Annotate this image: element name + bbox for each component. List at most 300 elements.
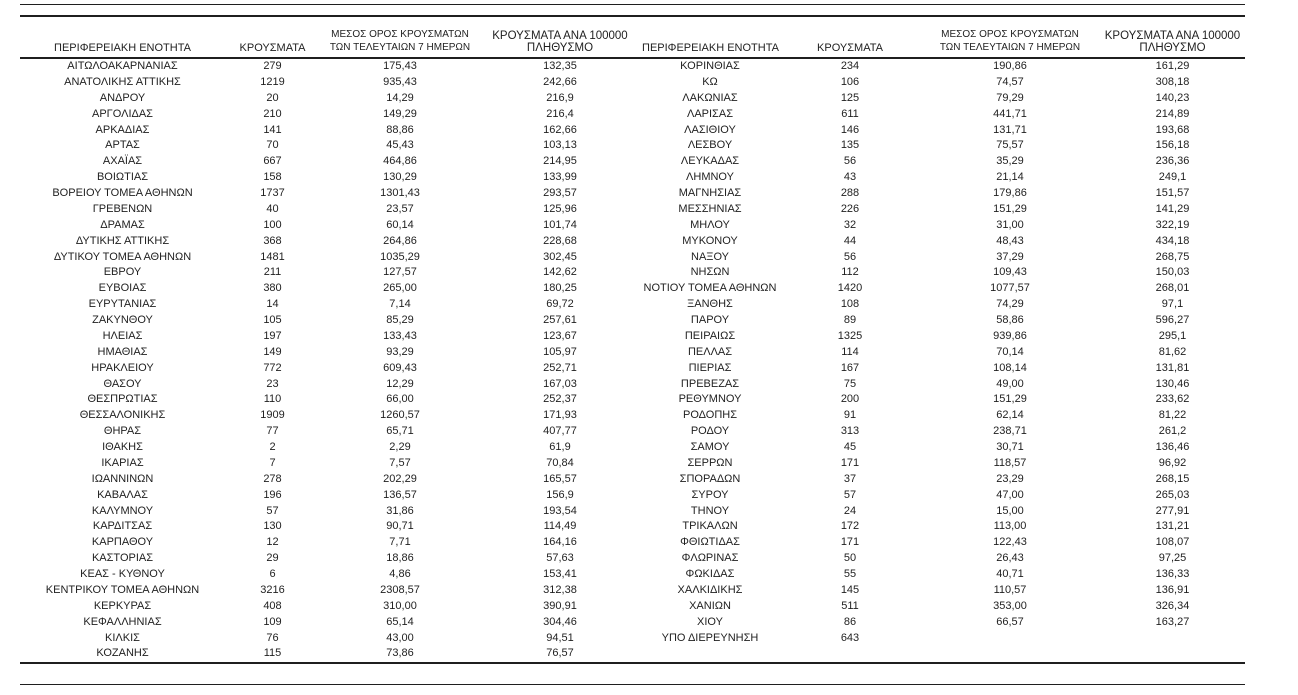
avg7-cell-right: 75,57 [996, 139, 1024, 152]
table-row [20, 297, 1245, 313]
region-cell-right: ΡΟΔΟΠΗΣ [682, 409, 738, 422]
cases-cell-left: 1737 [260, 187, 285, 199]
avg7-cell-right: 40,71 [996, 568, 1024, 580]
per100k-cell-left: 156,9 [546, 488, 574, 501]
region-cell-right: ΛΗΜΝΟΥ [686, 171, 734, 184]
cases-cell-right: 32 [843, 218, 857, 231]
region-cell-right: ΧΑΛΚΙΔΙΚΗΣ [677, 583, 743, 596]
region-cell-right: ΞΑΝΘΗΣ [687, 298, 733, 311]
per100k-header-line1: ΚΡΟΥΣΜΑΤΑ ΑΝΑ 100000 [492, 30, 628, 42]
region-cell-right: ΚΩ [702, 75, 718, 88]
per100k-cell-left: 101,74 [543, 218, 577, 231]
table-row [20, 138, 1245, 154]
avg7-cell-left: 2,29 [389, 441, 411, 453]
region-cell-left: ΑΝΔΡΟΥ [99, 91, 146, 104]
cases-cell-right: 44 [843, 234, 857, 247]
region-cell-left: ΑΡΤΑΣ [105, 139, 140, 152]
table-row [20, 631, 1245, 647]
table-row [20, 440, 1245, 456]
per100k-cell-right: 156,18 [1155, 139, 1190, 152]
table-row [20, 535, 1245, 551]
avg7-cell-right: 353,00 [993, 599, 1027, 612]
per100k-cell-left: 257,61 [543, 314, 577, 326]
per100k-cell-right: 295,1 [1158, 329, 1187, 342]
region-cell-right: ΡΕΘΥΜΝΟΥ [678, 393, 742, 406]
region-cell-left: ΙΚΑΡΙΑΣ [101, 456, 144, 469]
per100k-cell-right: 130,46 [1155, 377, 1190, 390]
column-header-per100k-right [1100, 28, 1245, 58]
avg7-cell-left: 88,86 [386, 123, 414, 136]
region-cell-right: ΣΥΡΟΥ [691, 488, 729, 501]
avg7-cell-left: 464,86 [383, 155, 417, 168]
cases-cell-right: 56 [843, 250, 857, 263]
per100k-cell-left: 390,91 [543, 599, 577, 612]
cases-cell-right: 511 [841, 599, 859, 612]
per100k-cell-right: 322,19 [1155, 218, 1190, 231]
avg7-cell-right: 109,43 [993, 266, 1027, 279]
per100k-cell-left: 61,9 [549, 441, 571, 453]
avg7-cell-left: 127,57 [383, 266, 417, 279]
per100k-cell-right: 161,29 [1155, 60, 1190, 72]
avg7-cell-left: 609,43 [383, 361, 417, 374]
avg7-cell-right: 74,57 [996, 75, 1024, 88]
bottom-rule-thin [20, 684, 1245, 685]
avg7-header-line2: ΤΩΝ ΤΕΛΕΥΤΑΙΩΝ 7 ΗΜΕΡΩΝ [939, 42, 1081, 53]
cases-cell-left: 105 [263, 314, 282, 326]
avg7-cell-right: 122,43 [993, 536, 1027, 549]
region-cell-left: ΑΧΑΪΑΣ [102, 155, 143, 168]
table-row [20, 345, 1245, 361]
region-cell-left: ΗΜΑΘΙΑΣ [97, 345, 148, 358]
region-cell-left: ΓΡΕΒΕΝΩΝ [92, 202, 153, 215]
per100k-cell-left: 125,96 [543, 202, 577, 215]
cases-cell-right: 106 [840, 75, 860, 88]
avg7-cell-right: 49,00 [996, 377, 1024, 390]
per100k-cell-right: 141,29 [1155, 202, 1190, 215]
avg7-cell-left: 7,14 [389, 298, 411, 311]
avg7-cell-right: 151,29 [993, 393, 1027, 406]
region-cell-right: ΧΙΟΥ [697, 615, 723, 628]
table-row [20, 377, 1245, 393]
per100k-cell-right: 136,33 [1155, 568, 1190, 580]
cases-cell-left: 2 [269, 441, 276, 453]
table-row [20, 392, 1245, 408]
table-header [20, 28, 1245, 58]
table-row [20, 504, 1245, 520]
table-row [20, 186, 1245, 202]
region-cell-right: ΧΑΝΙΩΝ [689, 599, 731, 612]
avg7-cell-right [920, 631, 1100, 647]
cases-cell-right: 226 [840, 202, 860, 215]
per100k-cell-right [1100, 646, 1245, 663]
cases-cell-right: 145 [840, 583, 860, 596]
cases-cell-right: 56 [843, 155, 857, 168]
per100k-cell-right: 131,21 [1155, 520, 1190, 533]
region-cell-right: ΜΗΛΟΥ [690, 218, 730, 231]
region-cell-left: ΙΩΑΝΝΙΝΩΝ [91, 472, 154, 485]
avg7-cell-right: 79,29 [996, 91, 1024, 104]
cases-cell-right: 86 [843, 615, 857, 628]
avg7-cell-left: 175,43 [383, 60, 417, 72]
avg7-cell-left: 149,29 [383, 107, 417, 120]
region-cell-left: ΚΟΖΑΝΗΣ [96, 647, 149, 660]
per100k-cell-left: 164,16 [543, 536, 577, 549]
region-cell-right: ΜΑΓΝΗΣΙΑΣ [678, 187, 742, 199]
cases-cell-right: 172 [840, 520, 860, 533]
table-row [20, 170, 1245, 186]
cases-cell-left: 211 [263, 266, 282, 279]
avg7-header-line2: ΤΩΝ ΤΕΛΕΥΤΑΙΩΝ 7 ΗΜΕΡΩΝ [329, 42, 471, 53]
per100k-cell-right: 97,25 [1158, 552, 1187, 565]
region-cell-right: ΚΟΡΙΝΘΙΑΣ [680, 60, 740, 72]
table-row [20, 646, 1245, 663]
per100k-cell-left: 252,71 [543, 361, 577, 374]
region-cell-left: ΒΟΡΕΙΟΥ ΤΟΜΕΑ ΑΘΗΝΩΝ [52, 187, 193, 199]
table-row [20, 488, 1245, 504]
avg7-cell-left: 136,57 [383, 488, 417, 501]
region-cell-left: ΑΡΓΟΛΙΔΑΣ [92, 107, 153, 120]
region-cell-right: ΠΕΙΡΑΙΩΣ [684, 329, 736, 342]
avg7-cell-right: 190,86 [993, 60, 1027, 72]
per100k-cell-left: 180,25 [543, 282, 577, 295]
table-row [20, 250, 1245, 266]
avg7-cell-right: 131,71 [993, 123, 1027, 136]
avg7-cell-left: 18,86 [386, 552, 414, 565]
avg7-cell-right: 108,14 [993, 361, 1027, 374]
cases-cell-left: 197 [263, 329, 282, 342]
per100k-cell-left: 407,77 [543, 425, 577, 438]
cases-cell-left: 70 [266, 139, 279, 152]
per100k-cell-left: 94,51 [546, 631, 574, 644]
table-row [20, 599, 1245, 615]
region-cell-left: ΚΑΣΤΟΡΙΑΣ [91, 552, 154, 565]
avg7-cell-left: 60,14 [386, 218, 414, 231]
table-row [20, 218, 1245, 234]
per100k-cell-right: 596,27 [1155, 314, 1190, 326]
per100k-cell-right: 233,62 [1155, 393, 1190, 406]
per100k-cell-left: 193,54 [543, 504, 577, 517]
per100k-cell-left: 302,45 [543, 250, 577, 263]
cases-cell-left: 6 [269, 568, 276, 580]
avg7-cell-right: 939,86 [993, 329, 1027, 342]
cases-cell-left: 1909 [260, 409, 285, 422]
cases-cell-left: 667 [263, 155, 282, 168]
cases-cell-right: 55 [843, 568, 857, 580]
top-rule-thick [20, 15, 1245, 17]
table-row [20, 456, 1245, 472]
table-row [20, 615, 1245, 631]
table-row [20, 202, 1245, 218]
region-cell-left: ΚΕΦΑΛΛΗΝΙΑΣ [83, 615, 162, 628]
per100k-cell-left: 123,67 [543, 329, 577, 342]
cases-cell-left: 380 [263, 282, 282, 295]
per100k-cell-right: 151,57 [1155, 187, 1190, 199]
cases-cell-right: 643 [840, 631, 860, 644]
per100k-cell-right: 214,89 [1155, 107, 1190, 120]
table-row [20, 234, 1245, 250]
cases-cell-left: 368 [263, 234, 282, 247]
region-cell-right: ΠΙΕΡΙΑΣ [688, 361, 732, 374]
table-row [20, 567, 1245, 583]
avg7-cell-right: 66,57 [996, 615, 1024, 628]
avg7-cell-left: 935,43 [383, 75, 417, 88]
per100k-header-line2: ΠΛΗΘΥΣΜΟ [526, 42, 594, 54]
avg7-cell-left: 66,00 [386, 393, 414, 406]
per100k-cell-right: 150,03 [1155, 266, 1190, 279]
avg7-cell-right: 113,00 [993, 520, 1027, 533]
per100k-cell-left: 252,37 [543, 393, 577, 406]
region-cell-right: ΛΑΣΙΘΙΟΥ [684, 123, 736, 136]
per100k-cell-right: 108,07 [1155, 536, 1190, 549]
region-cell-right [640, 646, 780, 663]
avg7-cell-right: 70,14 [996, 345, 1024, 358]
cases-cell-left: 23 [266, 377, 279, 390]
cases-cell-left: 100 [263, 218, 282, 231]
cases-cell-right: 75 [843, 377, 857, 390]
region-cell-left: ΒΟΙΩΤΙΑΣ [96, 171, 149, 184]
avg7-cell-left: 73,86 [386, 647, 414, 660]
cases-cell-left: 40 [266, 202, 279, 215]
table-row [20, 361, 1245, 377]
region-cell-right: ΤΗΝΟΥ [690, 504, 730, 517]
per100k-cell-left: 76,57 [546, 647, 574, 660]
region-cell-left: ΘΗΡΑΣ [103, 425, 142, 438]
cases-cell-left: 149 [263, 345, 282, 358]
region-cell-left: ΚΑΛΥΜΝΟΥ [91, 504, 154, 517]
per100k-cell-left: 293,57 [543, 187, 577, 199]
per100k-cell-left: 70,84 [546, 456, 574, 469]
region-cell-right: ΣΕΡΡΩΝ [687, 456, 733, 469]
region-cell-left: ΚΕΑΣ - ΚΥΘΝΟΥ [80, 568, 165, 580]
region-cell-right: ΣΑΜΟΥ [690, 441, 730, 453]
table-row [20, 472, 1245, 488]
per100k-cell-right: 326,34 [1155, 599, 1190, 612]
region-cell-right: ΠΕΛΛΑΣ [687, 345, 733, 358]
avg7-cell-left: 7,57 [389, 456, 411, 469]
region-cell-left: ΚΑΒΑΛΑΣ [97, 488, 148, 501]
per100k-cell-left: 216,9 [546, 91, 574, 104]
cases-cell-right: 57 [843, 488, 857, 501]
region-cell-right: ΝΑΞΟΥ [691, 250, 729, 263]
table-row [20, 551, 1245, 567]
region-cell-left: ΖΑΚΥΝΘΟΥ [92, 314, 153, 326]
per100k-cell-right: 268,15 [1155, 472, 1190, 485]
table-row [20, 123, 1245, 139]
cases-cell-left: 29 [266, 552, 279, 565]
cases-cell-right: 112 [841, 266, 859, 279]
avg7-cell-left: 65,71 [386, 425, 414, 438]
per100k-cell-left: 171,93 [543, 409, 577, 422]
per100k-cell-right: 140,23 [1155, 91, 1190, 104]
region-cell-left: ΘΕΣΠΡΩΤΙΑΣ [87, 393, 158, 406]
avg7-cell-left: 1260,57 [380, 409, 420, 422]
cases-cell-left: 76 [266, 631, 279, 644]
per100k-cell-left: 142,62 [543, 266, 577, 279]
region-cell-right: ΛΕΥΚΑΔΑΣ [680, 155, 740, 168]
cases-cell-left: 7 [269, 456, 276, 469]
table-row [20, 58, 1245, 75]
per100k-cell-right: 136,91 [1155, 583, 1190, 596]
region-cell-left: ΔΥΤΙΚΗΣ ΑΤΤΙΚΗΣ [75, 234, 170, 247]
table-row [20, 154, 1245, 170]
cases-cell-left: 279 [263, 60, 282, 72]
table-row [20, 519, 1245, 535]
region-cell-right: ΦΛΩΡΙΝΑΣ [681, 552, 739, 565]
per100k-cell-right: 261,2 [1158, 425, 1187, 438]
cases-cell-left: 12 [266, 536, 279, 549]
regional-cases-table [20, 28, 1245, 664]
avg7-cell-right: 74,29 [996, 298, 1024, 311]
region-cell-left: ΙΘΑΚΗΣ [102, 441, 143, 453]
avg7-cell-left: 133,43 [383, 329, 417, 342]
per100k-cell-right: 193,68 [1155, 123, 1190, 136]
avg7-cell-right: 26,43 [996, 552, 1024, 565]
cases-cell-right: 288 [840, 187, 860, 199]
per100k-cell-left: 165,57 [543, 472, 577, 485]
per100k-cell-right: 163,27 [1155, 615, 1190, 628]
avg7-cell-right: 15,00 [996, 504, 1024, 517]
avg7-header-line1: ΜΕΣΟΣ ΟΡΟΣ ΚΡΟΥΣΜΑΤΩΝ [331, 29, 469, 40]
table-row [20, 265, 1245, 281]
table-row [20, 313, 1245, 329]
region-cell-right: ΜΕΣΣΗΝΙΑΣ [678, 202, 742, 215]
region-cell-left: ΘΕΣΣΑΛΟΝΙΚΗΣ [79, 409, 166, 422]
avg7-cell-left: 264,86 [383, 234, 417, 247]
avg7-cell-right: 21,14 [996, 171, 1024, 184]
avg7-cell-left: 43,00 [386, 631, 414, 644]
cases-cell-left: 130 [263, 520, 282, 533]
cases-cell-left: 3216 [260, 583, 285, 596]
cases-cell-left: 110 [263, 393, 282, 406]
avg7-cell-right: 48,43 [996, 234, 1024, 247]
cases-cell-right: 24 [843, 504, 857, 517]
avg7-cell-right: 58,86 [996, 314, 1024, 326]
avg7-cell-left: 45,43 [386, 139, 414, 152]
per100k-cell-right [1100, 631, 1245, 647]
avg7-cell-left: 202,29 [383, 472, 417, 485]
top-rule-thin [20, 4, 1245, 5]
column-header-avg7-left [320, 28, 480, 58]
cases-cell-left: 196 [263, 488, 282, 501]
per100k-cell-left: 167,03 [543, 377, 577, 390]
region-cell-right: ΛΑΡΙΣΑΣ [686, 107, 733, 120]
per100k-cell-left: 304,46 [543, 615, 577, 628]
avg7-cell-left: 4,86 [389, 568, 411, 580]
region-cell-left: ΔΥΤΙΚΟΥ ΤΟΜΕΑ ΑΘΗΝΩΝ [53, 250, 192, 263]
region-cell-left: ΑΝΑΤΟΛΙΚΗΣ ΑΤΤΙΚΗΣ [64, 75, 181, 88]
table-row [20, 281, 1245, 297]
cases-cell-right: 611 [841, 107, 859, 120]
region-cell-right: ΠΡΕΒΕΖΑΣ [680, 377, 740, 390]
per100k-cell-left: 228,68 [543, 234, 577, 247]
cases-cell-left: 158 [263, 171, 282, 184]
per100k-cell-right: 249,1 [1158, 171, 1187, 184]
avg7-cell-right: 118,57 [993, 456, 1027, 469]
avg7-cell-left: 85,29 [386, 314, 414, 326]
cases-cell-left: 772 [263, 361, 282, 374]
avg7-cell-left: 265,00 [383, 282, 417, 295]
avg7-cell-left: 23,57 [386, 202, 414, 215]
region-cell-right: ΦΘΙΩΤΙΔΑΣ [680, 536, 740, 549]
region-cell-left: ΑΡΚΑΔΙΑΣ [95, 123, 150, 136]
avg7-cell-right: 30,71 [996, 441, 1024, 453]
avg7-cell-right: 179,86 [993, 187, 1027, 199]
avg7-cell-left: 2308,57 [380, 583, 420, 596]
per100k-cell-left: 162,66 [543, 123, 577, 136]
per100k-cell-right: 96,92 [1158, 456, 1187, 469]
region-cell-left: ΚΙΛΚΙΣ [105, 631, 140, 644]
region-cell-left: ΚΕΝΤΡΙΚΟΥ ΤΟΜΕΑ ΑΘΗΝΩΝ [45, 583, 200, 596]
per100k-cell-right: 136,46 [1155, 441, 1190, 453]
avg7-cell-right [920, 646, 1100, 663]
per100k-cell-right: 81,62 [1158, 345, 1187, 358]
avg7-cell-right: 151,29 [993, 202, 1027, 215]
cases-cell-left: 1481 [260, 250, 285, 263]
avg7-cell-right: 23,29 [996, 472, 1024, 485]
per100k-cell-left: 153,41 [543, 568, 577, 580]
cases-cell-left: 278 [263, 472, 282, 485]
table-row [20, 583, 1245, 599]
per100k-cell-left: 105,97 [543, 345, 577, 358]
region-cell-left: ΚΑΡΔΙΤΣΑΣ [92, 520, 153, 533]
cases-cell-right: 171 [840, 536, 860, 549]
cases-cell-right: 1325 [837, 329, 863, 342]
cases-cell-right: 45 [843, 441, 857, 453]
cases-cell-left: 57 [266, 504, 279, 517]
cases-cell-right: 234 [840, 60, 860, 72]
region-cell-left: ΗΛΕΙΑΣ [102, 329, 143, 342]
cases-cell-right: 313 [840, 425, 860, 438]
avg7-cell-left: 7,71 [389, 536, 411, 549]
region-cell-right: ΤΡΙΚΑΛΩΝ [682, 520, 738, 533]
per100k-cell-right: 131,81 [1155, 361, 1190, 374]
column-header-per100k-left [480, 28, 640, 58]
cases-cell-right: 1420 [837, 282, 863, 295]
avg7-cell-right: 31,00 [996, 218, 1024, 231]
per100k-cell-left: 214,95 [543, 155, 577, 168]
avg7-cell-right: 62,14 [996, 409, 1024, 422]
region-cell-left: ΑΙΤΩΛΟΑΚΑΡΝΑΝΙΑΣ [67, 60, 178, 72]
region-cell-left: ΚΕΡΚΥΡΑΣ [93, 599, 152, 612]
cases-cell-right: 171 [840, 456, 860, 469]
table-body [20, 58, 1245, 663]
avg7-cell-right: 441,71 [993, 107, 1027, 120]
per100k-cell-left: 103,13 [543, 139, 577, 152]
region-cell-left: ΕΥΒΟΙΑΣ [98, 282, 147, 295]
cases-cell-left: 77 [266, 425, 279, 438]
cases-cell-left: 20 [266, 91, 279, 104]
per100k-header-line1: ΚΡΟΥΣΜΑΤΑ ΑΝΑ 100000 [1104, 30, 1241, 42]
avg7-cell-right: 37,29 [996, 250, 1024, 263]
column-header-avg7-right [920, 28, 1100, 58]
per100k-cell-right: 236,36 [1155, 155, 1190, 168]
per100k-cell-left: 132,35 [543, 60, 577, 72]
cases-cell-left: 14 [266, 298, 279, 311]
cases-cell-right: 167 [840, 361, 860, 374]
cases-cell-right: 43 [843, 171, 857, 184]
cases-cell-left: 1219 [260, 75, 285, 88]
cases-cell-right: 146 [840, 123, 860, 136]
region-cell-right: ΣΠΟΡΑΔΩΝ [679, 472, 741, 485]
cases-cell-left: 210 [263, 107, 282, 120]
per100k-cell-right: 268,75 [1155, 250, 1190, 263]
per100k-cell-left: 57,63 [546, 552, 574, 565]
header-row [20, 28, 1245, 58]
cases-cell-right: 125 [840, 91, 860, 104]
region-cell-left: ΚΑΡΠΑΘΟΥ [91, 536, 154, 549]
avg7-cell-left: 310,00 [383, 599, 417, 612]
avg7-cell-right: 110,57 [993, 583, 1027, 596]
